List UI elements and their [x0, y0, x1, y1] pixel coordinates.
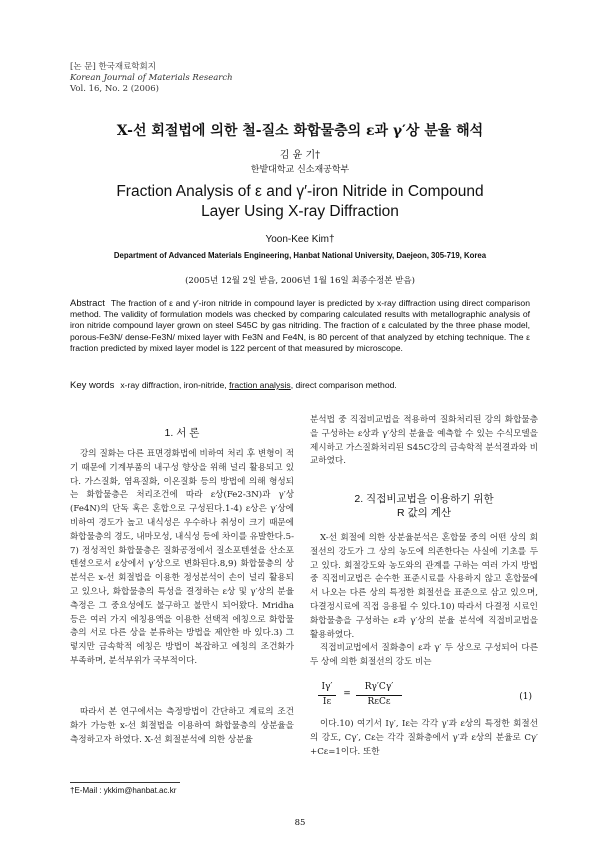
- eq-rhs-denominator: RεCε: [367, 697, 391, 707]
- section1-heading: 1. 서 론: [164, 427, 200, 439]
- eq-number: (1): [519, 692, 532, 702]
- page-number: 85: [294, 818, 306, 828]
- equation-1: [310, 680, 538, 714]
- eq-lhs-numerator: Iγ′: [321, 682, 333, 692]
- section1-paragraph1: 강의 질화는 다른 표면경화법에 비하여 처리 후 변형이 적기 때문에 기계부품의 내구성 향상을 위해 널리 활용되고 있다. 가스질화, 염욕질화, 이온질화 등의 방법에 의해 형성되는 화합물층은 처리조건에 따라 ε상(Fe2-3N)과 γ′상(Fe4N)의 단독 혹은 혼합으로 구성된다.1-4) ε상은 γ′상에 비하여 경도가 높고 내식성은 우수하나 취성이 크기 때문에 화합물층의 경도, 내마모성, 내식성 등에 차이를 유발한다.5-7) 정성적인 화합물층은 질화공정에서 질소포텐셜을 산소포텐셜으로서 ε상에서 γ′상으로 변화된다.8,9) 화합물층의 상분석은 x-선 회절법을 이용한 정성분석이 손이 널리 활용되고 있으나, 화합물층의 특성을 결정하는 ε상 및 γ′상의 분율 측정은 그 중요성에도 불구하고 불만시 되어왔다. Mridha 등은 여러 가지 에칭용액을 이용한 선택적 에칭으로 화합물층의 서로 다른 상을 분류하는 방법을 제안한 바 있다.3) 그렇지만 금속학적 에칭은 방법이 복잡하고 에칭의 조건화가 부족하며, 분석부위가 국부적이다.: [70, 449, 294, 666]
- affiliation-korean: 한밭대학교 신소재공학부: [250, 165, 350, 175]
- eq-rhs-numerator: Rγ′Cγ′: [364, 682, 394, 692]
- keywords-label: Key words: [70, 380, 115, 391]
- section2-heading-line1: 2. 직접비교법을 이용하기 위한: [354, 493, 494, 505]
- keywords-post: , direct comparison method.: [290, 380, 397, 390]
- eq-lhs-bar: [318, 695, 336, 696]
- section2-paragraph1: X-선 회절에 의한 상분율분석은 혼합물 중의 어떤 상의 회절선의 강도가 그 상의 농도에 의존한다는 사실에 기초를 두고 있다. 회절강도와 농도와의 관계를 구하는 여러 가지 방법 중 직접비교법은 순수한 표준시료를 사용하지 않고 혼합물에서 나오는 다른 상의 특정한 회절선을 표준으로 삼고 있으며, 다결정시료에 직접 응용될 수 있다.10) 따라서 다결정 시료인 화합물층을 구성하는 ε과 γ′상의 분율 분석에 직접비교법을 활용하였다.: [310, 533, 538, 640]
- journal-name-en: Korean Journal of Materials Research: [70, 73, 233, 83]
- author-english: Yoon-Kee Kim†: [265, 234, 335, 245]
- author-korean: 김 윤 기†: [279, 150, 321, 161]
- eq-rhs-bar: [356, 695, 402, 696]
- title-english: [0, 182, 600, 222]
- eq-lhs-denominator: Iε: [322, 697, 332, 707]
- right-column-continuation: 분석법 중 직접비교법을 적용하여 질화처리된 강의 화합물층을 구성하는 ε상과 γ′상의 분율을 예측할 수 있는 수식모델을 제시하고 가스질화처리된 S45C강의 금속학적 분석결과와 비교하였다.: [310, 415, 538, 467]
- abstract-label: Abstract: [70, 298, 105, 309]
- keywords-pre: x-ray diffraction, iron-nitride,: [120, 380, 230, 390]
- keywords: [70, 380, 530, 391]
- footnote-rule: [70, 782, 180, 783]
- affiliation-english: Department of Advanced Materials Engineering, Hanbat National University, Daejeon, 305-719, Korea: [113, 251, 487, 260]
- received-dates: (2005년 12월 2일 받음, 2006년 1월 16일 최종수정본 받음): [185, 276, 415, 286]
- section2-paragraph3: 이다.10) 여기서 Iγ′, Iε는 각각 γ′과 ε상의 특정한 회절선의 강도, Cγ′, Cε는 각각 질화층에서 γ′과 ε상의 분율로 Cγ′+Cε=1이다. 또한: [310, 719, 538, 757]
- eq-equals: =: [343, 689, 351, 699]
- title-english-line1: Fraction Analysis of ε and γ′-iron Nitride in Compound: [116, 183, 484, 200]
- journal-header: [70, 62, 233, 95]
- section2-heading-line2: R 값의 계산: [397, 507, 451, 519]
- title-korean: X-선 회절법에 의한 철-질소 화합물층의 ε과 γ′상 분율 해석: [116, 123, 484, 139]
- section2-heading: [310, 492, 538, 520]
- journal-volume: Vol. 16, No. 2 (2006): [70, 84, 160, 94]
- journal-name-ko: [논 문] 한국재료학회지: [70, 62, 156, 72]
- title-english-line2: Layer Using X-ray Diffraction: [201, 203, 399, 220]
- section2-paragraph2: 직접비교법에서 질화층이 ε과 γ′ 두 상으로 구성되어 다른 두 상에 의한 회절선의 강도 비는: [310, 643, 538, 667]
- abstract-text: The fraction of ε and γ′-iron nitride in compound layer is predicted by x-ray diffraction using direct comparison method. The validity of formulation models was checked by comparing calculated results with metallographic analysis of iron nitride compound layer grown on steel S45C by gas nitriding. The fraction of ε calculated by the three phase model, porous-Fe3N/ dense-Fe3N/ mixed layer with Fe3N and Fe4N, is 80 percent of that analyzed by etching technique. The ε fraction predicted by mixed layer model is 122 percent of that measured by microscope.: [70, 298, 530, 353]
- footnote-email: †E-Mail : ykkim@hanbat.ac.kr: [70, 786, 177, 795]
- keywords-underlined: fraction analysis: [229, 380, 291, 390]
- section1-paragraph2: 따라서 본 연구에서는 측정방법이 간단하고 계료의 조건화가 가능한 x-선 회절법을 이용하여 화합물층의 상분율을 측정하고자 하였다. X-선 회절분석에 의한 상분율: [70, 707, 294, 745]
- abstract: [70, 298, 530, 354]
